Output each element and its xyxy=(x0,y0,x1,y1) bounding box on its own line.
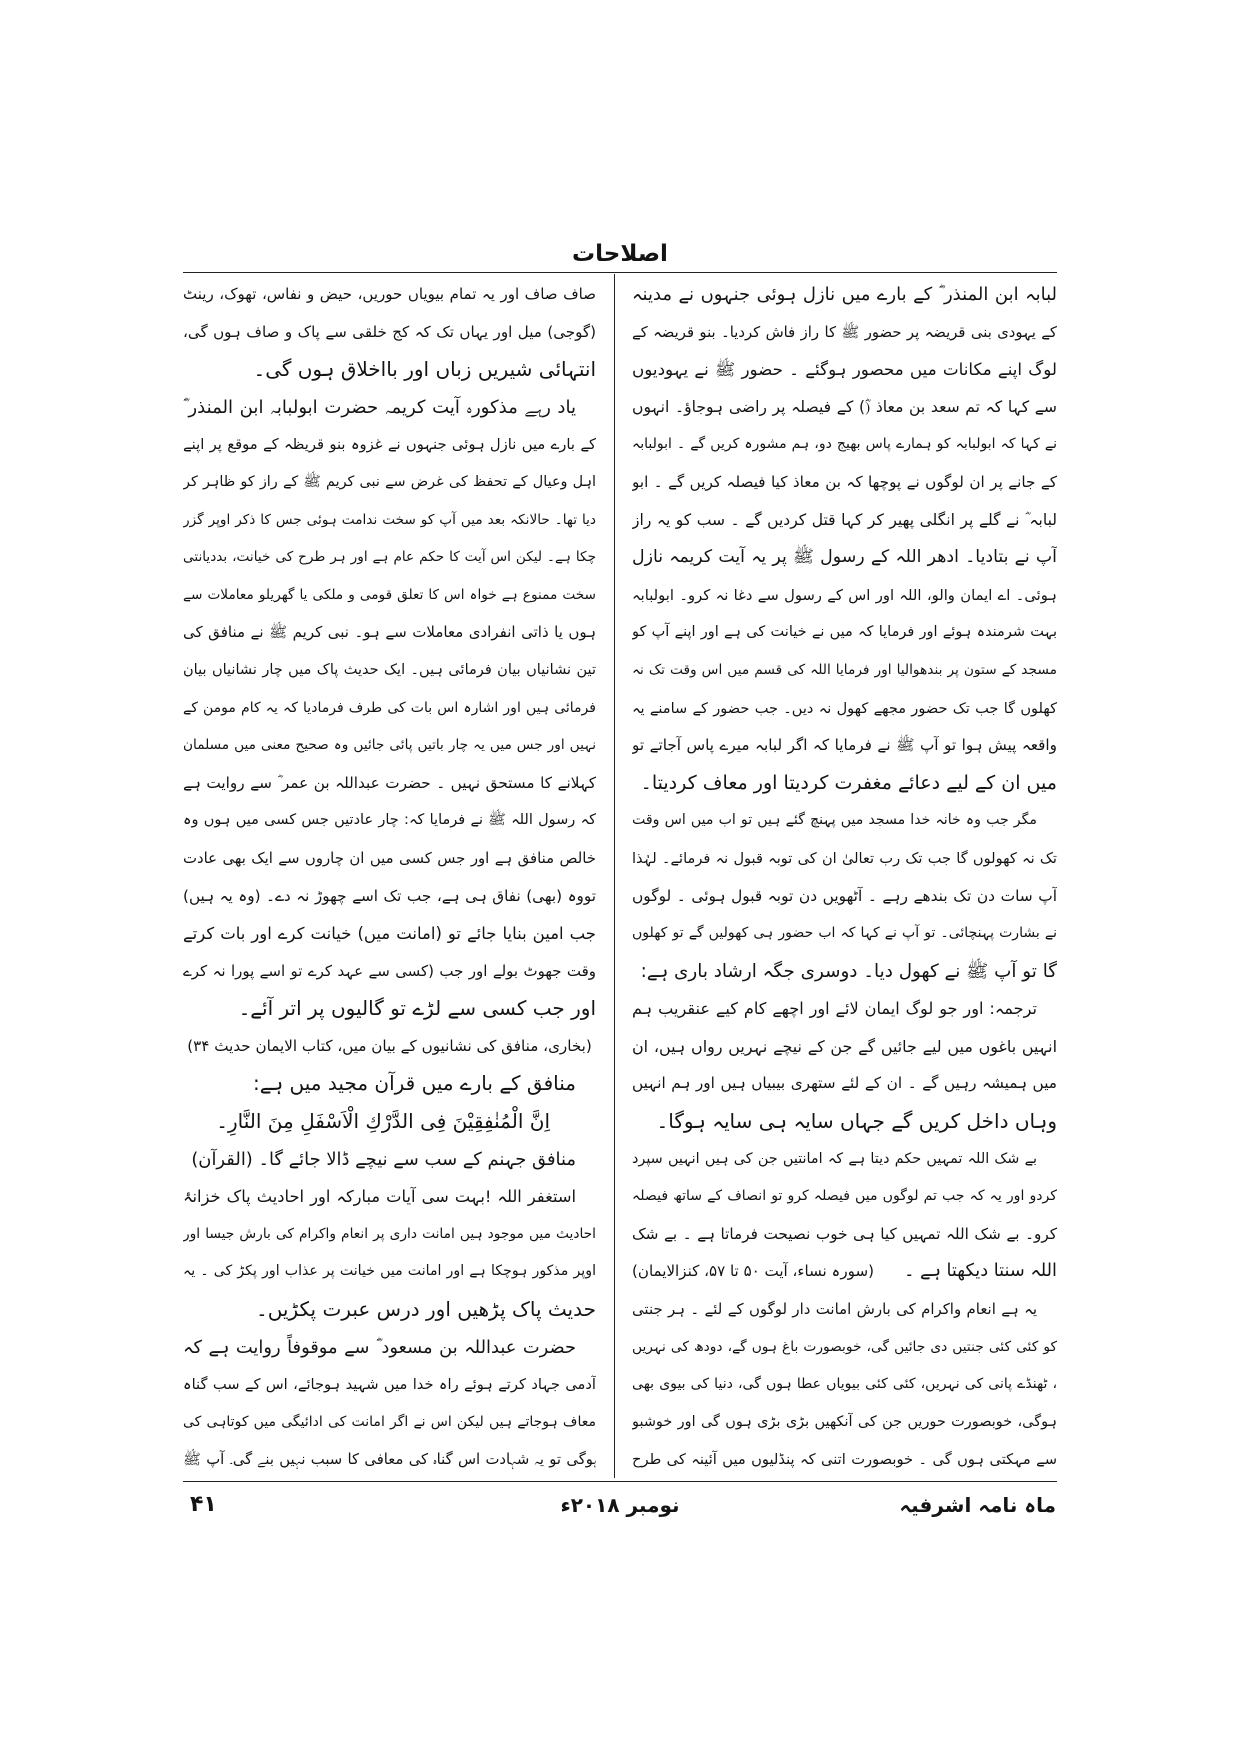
line-text: اور جب کسی سے لڑے تو گالیوں پر اتر آئے۔ xyxy=(238,996,596,1021)
text-line xyxy=(632,577,1057,615)
line-text: ہوئی۔ اے ایمان والو، اللہ اور اس کے رسول سے دغا نہ کرو۔ ابولبابہ xyxy=(632,586,1057,604)
text-line xyxy=(183,1028,596,1066)
line-text: استغفر اللہ !بہت سی آیات مبارکہ اور احادیث پاک خزانۂ xyxy=(183,1187,576,1207)
line-text: وہاں داخل کریں گے جہاں سایہ ہی سایہ ہوگا۔ xyxy=(656,1109,1057,1134)
text-line xyxy=(183,502,596,540)
text-line xyxy=(183,1216,596,1254)
line-text: وقت جھوٹ بولے اور جب (کسی سے عہد کرے تو اسے پورا نہ کرے xyxy=(183,961,596,980)
line-text: کہ رسول اللہ ﷺ نے فرمایا کہ: چار عادتیں جس کسی میں ہوں وہ xyxy=(183,812,596,829)
paragraph xyxy=(183,1141,596,1179)
paragraph xyxy=(183,1329,596,1479)
line-text: یہ ہے انعام واکرام کی بارش امانت دار لوگوں کے لئے ۔ ہر جنتی xyxy=(632,1300,1037,1319)
line-text: کہلانے کا مستحق نہیں ۔ حضرت عبداللہ بن عمر ؓ سے روایت ہے xyxy=(183,773,596,792)
text-line xyxy=(183,314,596,352)
text-line xyxy=(183,802,596,840)
line-text: نہیں اور جس میں یہ چار باتیں پائی جائیں وہ صحیح معنی میں مسلمان xyxy=(183,737,596,754)
magazine-name: ماہ نامہ اشرفیہ xyxy=(899,1493,1056,1517)
text-line xyxy=(183,1291,596,1329)
line-text: سے مہکتی ہوں گی ۔ خوبصورت اتنی کہ پنڈلیوں میں آئینہ کی طرح xyxy=(632,1451,1057,1469)
line-text: کھلوں گا جب تک حضور مجھے کھول نہ دیں۔ جب حضور کے سامنے یہ xyxy=(632,699,1057,717)
line-text: منافق جہنم کے سب سے نیچے ڈالا جائے گا۔ (القرآن) xyxy=(191,1148,576,1170)
paragraph xyxy=(183,1065,596,1103)
line-text: چکا ہے۔ لیکن اس آیت کا حکم عام ہے اور ہر طرح کی خیانت، بددیانتی xyxy=(183,549,596,566)
text-line xyxy=(632,614,1057,652)
text-line xyxy=(632,351,1057,389)
paragraph xyxy=(632,802,1057,990)
text-line xyxy=(632,1216,1057,1254)
line-text: میں ہمیشہ رہیں گے ۔ ان کے لئے ستھری بیبیاں ہیں اور ہم انہیں xyxy=(632,1074,1057,1093)
line-text: سے کہا کہ تم سعد بن معاذ (ؓ) کے فیصلہ پر راضی ہوجاؤ۔ انہوں xyxy=(632,397,1057,416)
line-text: اہل وعیال کے تحفظ کی غرض سے نبی کریم ﷺ کے راز کو ظاہر کر xyxy=(183,473,596,490)
line-text: کو کئی کئی جنتیں دی جائیں گی، خوبصورت باغ ہوں گے، دودھ کی نہریں xyxy=(632,1338,1057,1355)
text-line xyxy=(183,765,596,803)
page-number: ۴۱ xyxy=(190,1492,217,1517)
line-text: آپ سات دن تک بندھے رہے ۔ آٹھویں دن توبہ قبول ہوئی ۔ لوگوں xyxy=(632,886,1057,905)
line-text: کے جانے پر ان لوگوں نے پوچھا کہ بن معاذ کیا فیصلہ کریں گے ۔ ابو xyxy=(632,472,1057,491)
line-text: منافق کے بارے میں قرآن مجید میں ہے: xyxy=(253,1071,576,1096)
text-line xyxy=(632,802,1057,840)
text-line xyxy=(183,915,596,953)
line-text: واقعہ پیش ہوا تو آپ ﷺ نے فرمایا کہ اگر لبابہ میرے پاس آجاتے تو xyxy=(632,736,1057,755)
line-text: ترجمہ: اور جو لوگ ایمان لائے اور اچھے کام کیے عنقریب ہم xyxy=(632,999,1037,1019)
line-text: (بخاری، منافق کی نشانیوں کے بیان میں، کتاب الایمان حدیث ۳۴) xyxy=(187,1036,592,1055)
line-text: کے یہودی بنی قریضہ پر حضور ﷺ کا راز فاش کردیا۔ بنو قریضہ کے xyxy=(632,323,1057,341)
text-line xyxy=(632,878,1057,916)
text-line xyxy=(183,539,596,577)
column-divider xyxy=(614,274,615,1478)
text-line xyxy=(183,577,596,615)
text-line xyxy=(632,539,1057,577)
line-text: نے بشارت پہنچائی۔ تو آپ نے کہا کہ اب حضور ہی کھولیں گے تو کھلوں xyxy=(632,925,1057,942)
text-line xyxy=(632,389,1057,427)
text-line xyxy=(183,276,596,314)
text-line xyxy=(632,1291,1057,1329)
text-line xyxy=(632,727,1057,765)
line-text: جب امین بنایا جائے تو (امانت میں) خیانت کرے اور بات کرتے xyxy=(183,924,596,944)
text-line xyxy=(183,652,596,690)
text-line xyxy=(183,389,596,427)
text-line xyxy=(183,727,596,765)
quran-verse xyxy=(183,1103,596,1141)
text-line xyxy=(632,765,1057,803)
line-text: میں ان کے لیے دعائے مغفرت کردیتا اور معاف کردیتا۔ xyxy=(640,771,1057,794)
text-line xyxy=(183,990,596,1028)
text-line xyxy=(183,1253,596,1291)
line-text: اوپر مذکور ہوچکا ہے اور امانت میں خیانت پر عذاب اور پکڑ کی ۔ یہ xyxy=(183,1263,596,1280)
text-line xyxy=(183,953,596,991)
line-text: لبابہ ؓ نے گلے پر انگلی پھیر کر کہا قتل کردیں گے ۔ سب کو یہ راز xyxy=(632,510,1057,529)
text-line xyxy=(183,1103,596,1141)
line-text: یاد رہے مذکورہ آیت کریمہ حضرت ابولبابہ ابن المنذر ؓ xyxy=(183,396,576,418)
text-line xyxy=(183,351,596,389)
text-line xyxy=(632,1065,1057,1103)
line-text: بہت شرمندہ ہوئے اور فرمایا کہ میں نے خیانت کی ہے اور اپنے آپ کو xyxy=(632,624,1057,641)
text-line xyxy=(632,915,1057,953)
line-text: ہوگی تو یہ شہادت اس گناہ کی معافی کا سبب نہیں بنے گی۔ آپ ﷺ xyxy=(183,1451,596,1469)
paragraph xyxy=(632,990,1057,1140)
line-text: لبابہ ابن المنذر ؓ کے بارے میں نازل ہوئی جنہوں نے مدینہ xyxy=(632,284,1057,305)
text-line xyxy=(632,426,1057,464)
text-line xyxy=(183,464,596,502)
line-text: مسجد کے ستون پر بندھوالیا اور فرمایا اللہ کی قسم میں اس وقت تک نہ xyxy=(632,661,1057,678)
text-line xyxy=(183,1404,596,1442)
line-text: احادیث میں موجود ہیں امانت داری پر انعام واکرام کی بارش جیسا اور xyxy=(183,1225,596,1242)
text-line xyxy=(632,1178,1057,1216)
text-line xyxy=(183,878,596,916)
line-text: دیا تھا۔ حالانکہ بعد میں آپ کو سخت ندامت ہوئی جس کا ذکر اوپر گزر xyxy=(183,511,596,528)
paragraph xyxy=(183,276,596,389)
line-text: ہوگی، خوبصورت حوریں جن کی آنکھیں بڑی بڑی ہوں گی اور خوشبو xyxy=(632,1413,1057,1430)
line-text: گا تو آپ ﷺ نے کھول دیا۔ دوسری جگہ ارشاد باری ہے: xyxy=(640,960,1057,982)
paragraph xyxy=(632,1141,1057,1291)
line-text: معاف ہوجاتے ہیں لیکن اس نے اگر امانت کی ادائیگی میں کوتاہی کی xyxy=(183,1413,596,1430)
line-text: نے کہا کہ ابولبابہ کو ہمارے پاس بھیج دو، ہم مشورہ کریں گے ۔ ابولبابہ xyxy=(632,436,1057,453)
line-text: کرو۔ بے شک اللہ تمہیں کیا ہی خوب نصیحت فرماتا ہے ۔ بے شک xyxy=(632,1224,1057,1243)
right-text-column xyxy=(632,276,1057,1479)
text-line xyxy=(183,1329,596,1367)
line-text: اللہ سنتا دیکھتا ہے ۔ xyxy=(904,1261,1057,1282)
line-text: آپ نے بتادیا۔ ادھر اللہ کے رسول ﷺ پر یہ آیت کریمہ نازل xyxy=(632,547,1057,568)
line-text: کردو اور یہ کہ جب تم لوگوں میں فیصلہ کرو تو انصاف کے ساتھ فیصلہ xyxy=(632,1188,1057,1205)
text-line xyxy=(632,1329,1057,1367)
paragraph xyxy=(183,1178,596,1328)
verse-reference: (سورہ نساء، آیت ۵۰ تا ۵۷، کنزالایمان) xyxy=(632,1262,874,1281)
text-line xyxy=(183,426,596,464)
text-line xyxy=(183,1441,596,1479)
text-line xyxy=(632,990,1057,1028)
text-line xyxy=(632,276,1057,314)
line-text: انہیں باغوں میں لیے جائیں گے جن کے نیچے نہریں رواں ہیں، ان xyxy=(632,1036,1057,1056)
line-text: آدمی جہاد کرتے ہوئے راہ خدا میں شہید ہوجائے، اس کے سب گناہ xyxy=(183,1376,596,1394)
text-line xyxy=(183,1141,596,1179)
line-text: (گوجی) میل اور یہاں تک کہ کج خلقی سے پاک و صاف ہوں گی، xyxy=(183,322,596,341)
left-text-column xyxy=(183,276,596,1479)
line-text: انتہائی شیریں زباں اور بااخلاق ہوں گی۔ xyxy=(253,357,596,382)
line-text: اِنَّ الْمُنٰفِقِیْنَ فِی الدَّرْكِ الْاَسْفَلِ مِنَ النَّارِ۔ xyxy=(216,1109,550,1134)
text-line xyxy=(632,953,1057,991)
text-line xyxy=(632,1404,1057,1442)
issue-date: نومبر ۲۰۱۸ء xyxy=(560,1493,680,1517)
line-text: ، ٹھنڈے پانی کی نہریں، کئی کئی بیویاں عطا ہوں گی، دنیا کی بیوی بھی xyxy=(632,1376,1057,1393)
paragraph xyxy=(632,1291,1057,1479)
text-line xyxy=(632,1141,1057,1179)
header-rule xyxy=(183,272,1057,273)
text-line xyxy=(183,1366,596,1404)
line-text: تک نہ کھولوں گا جب تک رب تعالیٰ ان کی توبہ قبول نہ فرمائے۔ لہٰذا xyxy=(632,849,1057,867)
text-line xyxy=(632,1103,1057,1141)
line-text: فرمائی ہیں اور اشارہ اس بات کی طرف فرمادیا کہ یہ کام مومن کے xyxy=(183,699,596,716)
line-text: لوگ اپنے مکانات میں محصور ہوگئے ۔ حضور ﷺ نے یہودیوں xyxy=(632,359,1057,380)
line-text: تین نشانیاں بیان فرمائی ہیں۔ ایک حدیث پاک میں چار نشانیاں بیان xyxy=(183,661,596,678)
line-text: تووہ (بھی) نفاق ہی ہے، جب تک اسے چھوڑ نہ دے۔ (وہ یہ ہیں) xyxy=(183,886,596,905)
text-line xyxy=(632,464,1057,502)
text-line xyxy=(632,1028,1057,1066)
hadith-citation xyxy=(183,1028,596,1066)
line-text: حضرت عبداللہ بن مسعود ؓ سے موقوفاً روایت ہے کہ xyxy=(183,1336,576,1358)
text-line xyxy=(183,1178,596,1216)
text-line xyxy=(183,614,596,652)
line-text: ہوں یا ذاتی انفرادی معاملات سے ہو۔ نبی کریم ﷺ نے منافق کی xyxy=(183,623,596,642)
line-text: صاف صاف اور یہ تمام بیویاں حوریں، حیض و نفاس، تھوک، رینٹ xyxy=(183,285,596,303)
paragraph xyxy=(183,389,596,1028)
footer-rule xyxy=(183,1481,1057,1482)
text-line xyxy=(632,1366,1057,1404)
text-line xyxy=(632,1441,1057,1479)
paragraph xyxy=(632,276,1057,802)
text-line xyxy=(632,690,1057,728)
text-line xyxy=(632,502,1057,540)
text-line xyxy=(632,840,1057,878)
line-text: حدیث پاک پڑھیں اور درس عبرت پکڑیں۔ xyxy=(255,1297,596,1322)
text-line xyxy=(632,652,1057,690)
text-line xyxy=(183,1065,596,1103)
line-text: کے بارے میں نازل ہوئی جنہوں نے غزوہ بنو قریظہ کے موقع پر اپنے xyxy=(183,436,596,454)
text-line xyxy=(183,840,596,878)
line-text: بے شک اللہ تمہیں حکم دیتا ہے کہ امانتیں جن کی ہیں انہیں سپرد xyxy=(632,1150,1037,1167)
line-text: سخت ممنوع ہے خواہ اس کا تعلق قومی و ملکی یا گھریلو معاملات سے xyxy=(183,586,596,603)
text-line xyxy=(632,1253,1057,1291)
text-line xyxy=(632,314,1057,352)
line-text: خالص منافق ہے اور جس کسی میں ان چاروں سے ایک بھی عادت xyxy=(183,848,596,867)
text-line xyxy=(183,690,596,728)
section-title: اصلاحات xyxy=(572,241,668,267)
line-text: مگر جب وہ خانہ خدا مسجد میں پہنچ گئے ہیں تو اب میں اس وقت xyxy=(632,812,1037,829)
